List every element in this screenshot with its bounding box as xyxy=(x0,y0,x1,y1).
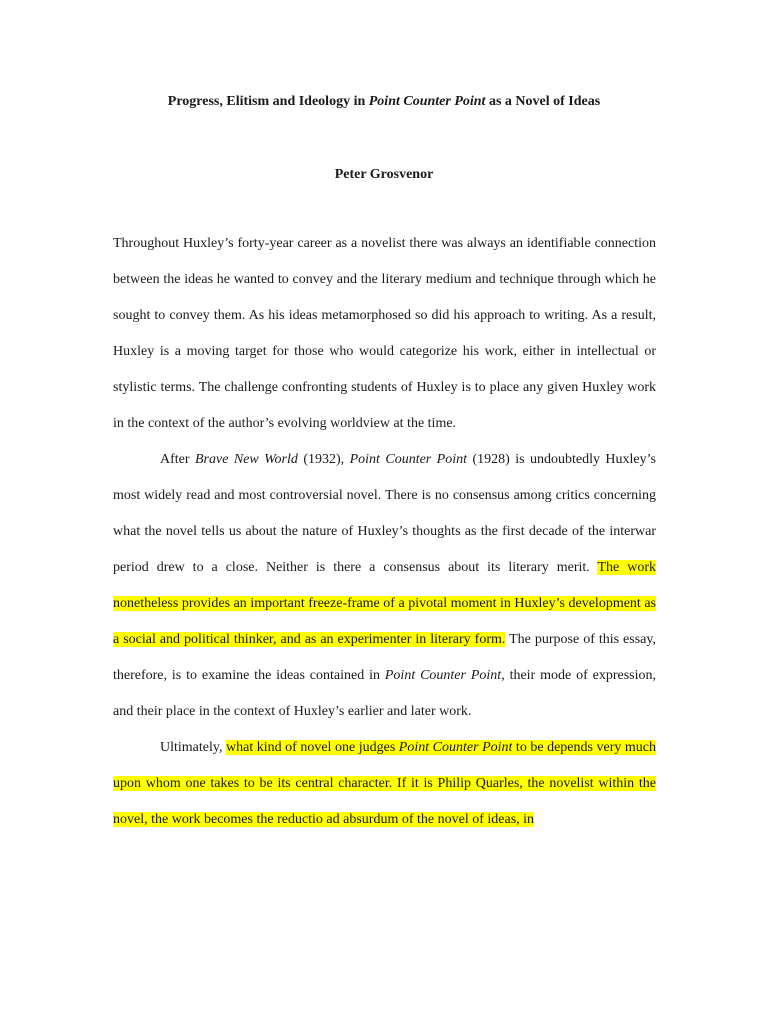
p3-text-1: Ultimately, xyxy=(160,740,226,755)
paragraph-1: Throughout Huxley’s forty-year career as a novelist there was always an identifiable connection between the ideas he wanted to convey and the literary medium and technique through which he sought to convey them. As his ideas metamorphosed so did his approach to writing. As a result, Huxley is a moving target for those who would categorize his work, either in intellectual or stylistic terms. The challenge confronting students of Huxley is to place any given Huxley work in the context of the author’s evolving worldview at the time. xyxy=(113,236,656,431)
p2-text-2: (1932), xyxy=(297,452,350,467)
p2-italic-point-counter-point-2: Point Counter Point xyxy=(384,668,502,683)
title-text-start: Progress, Elitism and Ideology in xyxy=(167,94,369,109)
document-body xyxy=(113,226,656,838)
paragraph-3 xyxy=(113,730,656,838)
p2-text-4: The purpose of this essay, therefore, is to examine the ideas contained in xyxy=(113,632,656,683)
p2-highlighted-text: The work nonetheless provides an important freeze-frame of a pivotal moment in Huxley’s development as a social and political thinker, and as an experimenter in literary form. xyxy=(113,560,656,647)
document-title xyxy=(0,93,768,111)
p2-italic-brave-new-world: Brave New World xyxy=(194,452,298,467)
p2-italic-point-counter-point: Point Counter Point xyxy=(349,452,468,467)
p2-text-1: After xyxy=(160,452,195,467)
p2-text-5: , their mode of expression, and their place in the context of Huxley’s earlier and later work. xyxy=(113,668,656,719)
p3-highlighted-text-1: what kind of novel one judges xyxy=(226,740,399,755)
title-book-name: Point Counter Point xyxy=(368,94,486,109)
paragraph-2 xyxy=(113,442,656,730)
document-author: Peter Grosvenor xyxy=(334,167,434,182)
p3-highlighted-text-2: to be depends very much upon whom one takes to be its central character. If it is Philip Quarles, the novelist within the novel, the work becomes the reductio ad absurdum of the novel of ideas, in xyxy=(113,740,656,827)
title-text-end: as a Novel of Ideas xyxy=(485,94,601,109)
p3-highlighted-italic: Point Counter Point xyxy=(398,740,513,755)
p2-text-3: (1928) is undoubtedly Huxley’s most widely read and most controversial novel. There is no consensus among critics concerning what the novel tells us about the nature of Huxley’s thoughts as the first decade of the interwar period drew to a close. Neither is there a consensus about its literary merit. xyxy=(113,452,656,575)
